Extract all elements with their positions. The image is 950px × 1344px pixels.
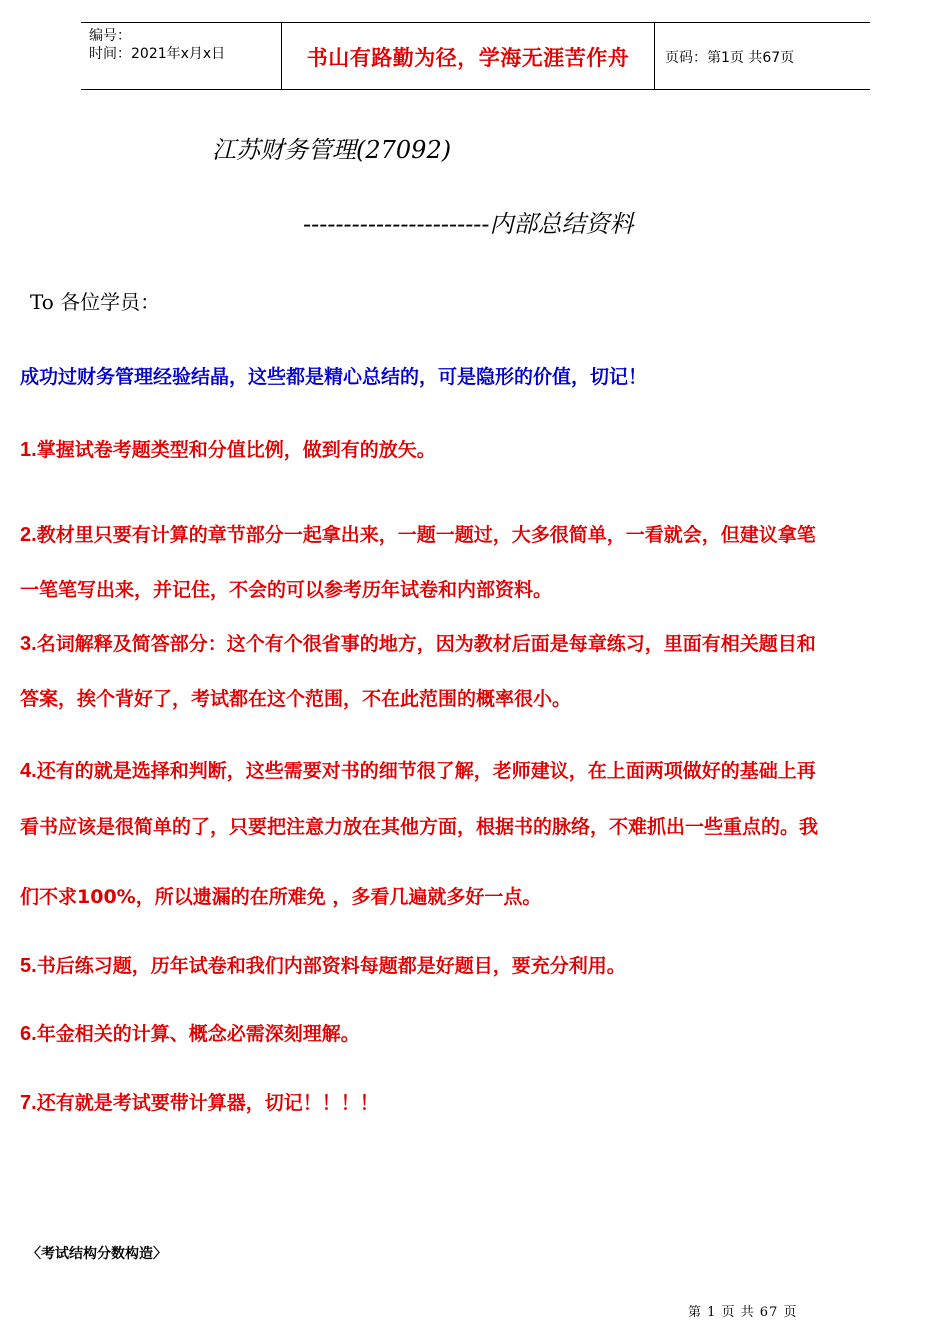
header-page-cell [655, 23, 870, 89]
tip-item-number: 6. [20, 1023, 37, 1045]
tip-item-line [20, 1089, 932, 1117]
tip-item-line [20, 576, 932, 604]
tip-item-text: 名词解释及简答部分：这个有个很省事的地方，因为教材后面是每章练习，里面有相关题目和 [36, 633, 816, 655]
tip-item-number: 3. [20, 633, 37, 655]
tip-item-text: 掌握试卷考题类型和分值比例，做到有的放矢。 [36, 439, 436, 461]
tip-item-line [20, 436, 932, 464]
tip-item-number: 7. [20, 1092, 37, 1114]
tip-item-text: 年金相关的计算、概念必需深刻理解。 [36, 1023, 360, 1045]
tip-item-line [20, 521, 932, 576]
document-subtitle: -----------------------内部总结资料 [303, 210, 634, 238]
tip-item-text: 答案，挨个背好了，考试都在这个范围，不在此范围的概率很小。 [20, 688, 572, 710]
tip-item-text: 教材里只要有计算的章节部分一起拿出来，一题一题过，大多很简单，一看就会，但建议拿笔 [36, 524, 816, 546]
tip-item-text: 一笔笔写出来，并记住，不会的可以参考历年试卷和内部资料。 [20, 579, 553, 601]
header-motto: 书山有路勤为径，学海无涯苦作舟 [306, 46, 630, 70]
tip-item-number: 4. [20, 760, 37, 782]
tip-item-text: 还有的就是选择和判断，这些需要对书的细节很了解，老师建议，在上面两项做好的基础上再 [36, 760, 816, 782]
tip-item-3 [20, 630, 932, 713]
tip-item-5 [20, 952, 932, 980]
tip-item-text: 看书应该是很简单的了，只要把注意力放在其他方面，根据书的脉络，不难抓出一些重点的。我 [20, 816, 819, 838]
intro-paragraph: 成功过财务管理经验结晶，这些都是精心总结的，可是隐形的价值，切记！ [20, 366, 648, 388]
tip-item-number: 2. [20, 524, 37, 546]
page-footer: 第 1 页 共 67 页 [688, 1305, 798, 1320]
tip-item-4 [20, 757, 932, 911]
header-motto-cell [281, 23, 655, 89]
header-page-info: 页码：第1页 共67页 [665, 50, 795, 66]
greeting: To 各位学员： [30, 290, 161, 314]
tip-item-line [20, 757, 932, 813]
tip-item-7 [20, 1089, 932, 1117]
tip-item-line [20, 952, 932, 980]
tip-item-text: 们不求100%，所以遗漏的在所难免 ，多看几遍就多好一点。 [20, 886, 542, 908]
tip-item-1 [20, 436, 932, 464]
tip-item-line [20, 813, 932, 883]
header-table [81, 22, 870, 90]
tip-item-6 [20, 1020, 932, 1048]
tip-item-2 [20, 521, 932, 604]
tip-item-text: 书后练习题，历年试卷和我们内部资料每题都是好题目，要充分利用。 [36, 955, 626, 977]
document-number-label: 编号： [89, 28, 131, 44]
document-title: 江苏财务管理(27092) [212, 136, 452, 164]
tip-item-number: 1. [20, 439, 37, 461]
tip-item-text: 还有就是考试要带计算器，切记！！！！ [36, 1092, 379, 1114]
tip-item-line [20, 883, 932, 911]
tip-item-number: 5. [20, 955, 37, 977]
header-info-cell [81, 23, 281, 89]
tip-item-line [20, 630, 932, 685]
tip-item-line [20, 685, 932, 713]
document-time-label: 时间：2021年x月x日 [89, 46, 226, 62]
exam-structure-heading: 〈考试结构分数构造〉 [27, 1246, 167, 1262]
tip-item-line [20, 1020, 932, 1048]
